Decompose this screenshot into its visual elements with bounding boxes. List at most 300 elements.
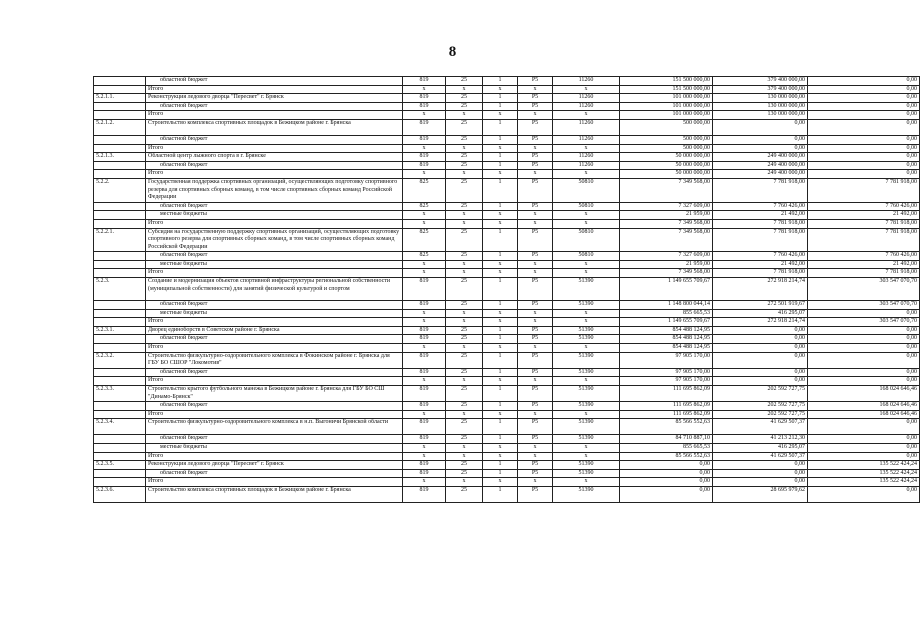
row-amount-year2: 7 781 918,00: [713, 228, 808, 252]
row-name: областной бюджет: [146, 135, 403, 144]
row-amount-year2: 41 213 212,30: [713, 435, 808, 444]
row-expense-type: х: [553, 377, 620, 386]
row-program: х: [518, 85, 553, 94]
row-name: областной бюджет: [146, 435, 403, 444]
row-expense-type: 11260: [553, 135, 620, 144]
row-program: х: [518, 410, 553, 419]
row-amount-year2: 0,00: [713, 461, 808, 470]
row-amount-year3: 303 547 070,70: [808, 278, 920, 301]
row-program: х: [518, 318, 553, 327]
row-pr: х: [483, 111, 518, 120]
row-rz: х: [446, 309, 483, 318]
row-code: [94, 252, 146, 261]
row-program: х: [518, 309, 553, 318]
row-grbs: 819: [403, 94, 446, 103]
row-name: Итого: [146, 219, 403, 228]
table-row: [94, 368, 920, 377]
row-expense-type: 51390: [553, 419, 620, 435]
row-amount-year2: 249 400 000,00: [713, 161, 808, 170]
row-rz: 25: [446, 178, 483, 202]
row-program: Р5: [518, 102, 553, 111]
row-amount-year2: 41 629 507,37: [713, 419, 808, 435]
row-pr: 1: [483, 278, 518, 301]
row-expense-type: х: [553, 344, 620, 353]
row-program: Р5: [518, 77, 553, 86]
table-row: [94, 352, 920, 368]
row-amount-year3: 7 781 918,00: [808, 228, 920, 252]
row-name: Реконструкция ледового дворца "Пересвет" г. Брянск: [146, 94, 403, 103]
row-code: [94, 219, 146, 228]
row-pr: 1: [483, 228, 518, 252]
row-name: Итого: [146, 85, 403, 94]
row-pr: 1: [483, 435, 518, 444]
row-pr: х: [483, 410, 518, 419]
row-amount-year3: 303 547 070,70: [808, 301, 920, 310]
row-amount-year3: 0,00: [808, 111, 920, 120]
row-program: х: [518, 377, 553, 386]
row-amount-year2: 202 592 727,75: [713, 402, 808, 411]
row-program: Р5: [518, 119, 553, 135]
row-expense-type: 51390: [553, 469, 620, 478]
row-amount-year3: 21 492,00: [808, 260, 920, 269]
row-program: х: [518, 269, 553, 278]
row-amount-year3: 0,00: [808, 419, 920, 435]
row-name: Субсидия на государственную поддержку спортивных организаций, осуществляющих подготовку спортивного резерва для спортивных сборных команд, в том числе спортивных сборных команд Российской Федерации: [146, 228, 403, 252]
row-grbs: х: [403, 170, 446, 179]
row-amount-year1: 7 349 568,00: [620, 269, 713, 278]
row-rz: х: [446, 377, 483, 386]
row-name: местные бюджеты: [146, 309, 403, 318]
row-pr: 1: [483, 326, 518, 335]
row-grbs: х: [403, 318, 446, 327]
row-pr: 1: [483, 335, 518, 344]
row-amount-year1: 21 959,00: [620, 211, 713, 220]
row-grbs: 825: [403, 202, 446, 211]
row-grbs: 819: [403, 161, 446, 170]
row-rz: 25: [446, 161, 483, 170]
row-code: [94, 170, 146, 179]
row-name: Итого: [146, 144, 403, 153]
table-row: [94, 202, 920, 211]
row-amount-year3: 0,00: [808, 144, 920, 153]
row-code: [94, 269, 146, 278]
row-rz: 25: [446, 402, 483, 411]
row-name: областной бюджет: [146, 77, 403, 86]
row-grbs: х: [403, 478, 446, 487]
row-program: х: [518, 219, 553, 228]
row-program: Р5: [518, 335, 553, 344]
row-name: Итого: [146, 269, 403, 278]
row-amount-year2: 28 695 979,62: [713, 486, 808, 502]
table-row: [94, 301, 920, 310]
table-row: [94, 77, 920, 86]
row-expense-type: х: [553, 478, 620, 487]
table-row: [94, 309, 920, 318]
row-amount-year1: 854 488 124,95: [620, 326, 713, 335]
row-amount-year3: 0,00: [808, 368, 920, 377]
budget-table-body: [94, 77, 920, 503]
row-amount-year2: 0,00: [713, 335, 808, 344]
row-program: Р5: [518, 435, 553, 444]
row-code: [94, 469, 146, 478]
table-row: [94, 252, 920, 261]
row-code: [94, 161, 146, 170]
row-expense-type: 11260: [553, 119, 620, 135]
row-code: [94, 335, 146, 344]
row-rz: 25: [446, 461, 483, 470]
table-row: [94, 144, 920, 153]
row-amount-year1: 7 327 609,00: [620, 252, 713, 261]
row-amount-year1: 101 000 000,00: [620, 94, 713, 103]
row-name: Итого: [146, 377, 403, 386]
row-rz: 25: [446, 486, 483, 502]
row-amount-year1: 97 905 170,00: [620, 352, 713, 368]
row-pr: 1: [483, 178, 518, 202]
row-expense-type: 11260: [553, 102, 620, 111]
row-amount-year2: 0,00: [713, 368, 808, 377]
row-amount-year2: 379 400 000,00: [713, 85, 808, 94]
row-pr: х: [483, 478, 518, 487]
row-amount-year1: 101 000 000,00: [620, 111, 713, 120]
row-amount-year2: 130 000 000,00: [713, 102, 808, 111]
row-name: Строительство комплекса спортивных площадок в Бежицком районе г. Брянска: [146, 119, 403, 135]
row-code: [94, 301, 146, 310]
row-grbs: 819: [403, 386, 446, 402]
row-program: Р5: [518, 135, 553, 144]
row-pr: х: [483, 260, 518, 269]
row-grbs: х: [403, 144, 446, 153]
row-amount-year1: 0,00: [620, 469, 713, 478]
row-expense-type: 51390: [553, 435, 620, 444]
row-rz: х: [446, 211, 483, 220]
row-rz: х: [446, 219, 483, 228]
row-amount-year1: 0,00: [620, 486, 713, 502]
row-rz: 25: [446, 368, 483, 377]
row-amount-year2: 7 781 918,00: [713, 178, 808, 202]
row-rz: х: [446, 478, 483, 487]
row-amount-year2: 7 781 918,00: [713, 219, 808, 228]
row-program: Р5: [518, 153, 553, 162]
table-row: [94, 435, 920, 444]
row-amount-year2: 130 000 000,00: [713, 111, 808, 120]
row-expense-type: х: [553, 144, 620, 153]
row-amount-year1: 1 149 655 709,67: [620, 278, 713, 301]
row-code: 5.2.3.5.: [94, 461, 146, 470]
row-grbs: 825: [403, 252, 446, 261]
row-program: х: [518, 211, 553, 220]
row-expense-type: 50810: [553, 202, 620, 211]
row-grbs: 825: [403, 178, 446, 202]
row-amount-year1: 0,00: [620, 478, 713, 487]
row-amount-year1: 7 349 568,00: [620, 228, 713, 252]
row-program: х: [518, 344, 553, 353]
row-code: 5.2.3.1.: [94, 326, 146, 335]
row-pr: 1: [483, 386, 518, 402]
row-amount-year1: 500 000,00: [620, 144, 713, 153]
row-name: областной бюджет: [146, 202, 403, 211]
row-rz: 25: [446, 202, 483, 211]
row-grbs: х: [403, 260, 446, 269]
table-row: [94, 94, 920, 103]
row-pr: 1: [483, 368, 518, 377]
table-row: [94, 478, 920, 487]
row-expense-type: 51390: [553, 461, 620, 470]
row-program: Р5: [518, 94, 553, 103]
table-row: [94, 135, 920, 144]
row-amount-year1: 854 488 124,95: [620, 344, 713, 353]
row-grbs: 819: [403, 77, 446, 86]
row-amount-year1: 151 500 000,00: [620, 77, 713, 86]
row-pr: 1: [483, 77, 518, 86]
row-program: Р5: [518, 278, 553, 301]
row-code: [94, 443, 146, 452]
row-name: Итого: [146, 344, 403, 353]
row-amount-year1: 50 000 000,00: [620, 153, 713, 162]
row-name: Областной центр лыжного спорта в г. Брянске: [146, 153, 403, 162]
row-amount-year2: 0,00: [713, 144, 808, 153]
row-amount-year1: 111 695 862,09: [620, 402, 713, 411]
row-pr: 1: [483, 202, 518, 211]
row-name: областной бюджет: [146, 102, 403, 111]
row-rz: х: [446, 144, 483, 153]
row-rz: х: [446, 443, 483, 452]
row-code: [94, 135, 146, 144]
row-pr: х: [483, 344, 518, 353]
table-row: [94, 402, 920, 411]
table-row: [94, 443, 920, 452]
row-pr: 1: [483, 153, 518, 162]
row-name: областной бюджет: [146, 335, 403, 344]
row-rz: 25: [446, 278, 483, 301]
row-pr: 1: [483, 486, 518, 502]
table-row: [94, 269, 920, 278]
row-grbs: х: [403, 111, 446, 120]
row-expense-type: 51390: [553, 402, 620, 411]
row-pr: х: [483, 318, 518, 327]
row-pr: х: [483, 85, 518, 94]
row-rz: 25: [446, 326, 483, 335]
table-row: [94, 278, 920, 301]
row-amount-year1: 111 695 862,09: [620, 410, 713, 419]
row-amount-year3: 0,00: [808, 161, 920, 170]
row-pr: х: [483, 144, 518, 153]
row-rz: 25: [446, 228, 483, 252]
row-amount-year3: 168 024 646,46: [808, 402, 920, 411]
table-row: [94, 211, 920, 220]
row-amount-year3: 7 781 918,00: [808, 269, 920, 278]
row-amount-year2: 416 295,07: [713, 443, 808, 452]
table-row: [94, 469, 920, 478]
table-row: [94, 386, 920, 402]
row-rz: 25: [446, 301, 483, 310]
row-name: местные бюджеты: [146, 443, 403, 452]
row-amount-year3: 7 781 918,00: [808, 219, 920, 228]
row-amount-year3: 0,00: [808, 435, 920, 444]
table-row: [94, 260, 920, 269]
row-pr: 1: [483, 419, 518, 435]
row-amount-year1: 7 327 609,00: [620, 202, 713, 211]
row-program: Р5: [518, 368, 553, 377]
row-rz: х: [446, 85, 483, 94]
row-expense-type: х: [553, 170, 620, 179]
row-program: Р5: [518, 402, 553, 411]
row-pr: х: [483, 309, 518, 318]
row-amount-year2: 0,00: [713, 119, 808, 135]
row-amount-year2: 272 501 919,67: [713, 301, 808, 310]
row-amount-year1: 97 905 170,00: [620, 377, 713, 386]
row-program: х: [518, 443, 553, 452]
row-code: [94, 202, 146, 211]
row-name: Реконструкция ледового дворца "Пересвет" г. Брянск: [146, 461, 403, 470]
row-program: Р5: [518, 461, 553, 470]
row-name: областной бюджет: [146, 368, 403, 377]
row-amount-year3: 0,00: [808, 352, 920, 368]
row-expense-type: 51390: [553, 386, 620, 402]
row-amount-year3: 0,00: [808, 486, 920, 502]
row-name: Итого: [146, 111, 403, 120]
row-grbs: х: [403, 377, 446, 386]
row-expense-type: х: [553, 85, 620, 94]
row-grbs: 825: [403, 228, 446, 252]
row-expense-type: 51390: [553, 326, 620, 335]
row-amount-year1: 500 000,00: [620, 119, 713, 135]
row-code: [94, 260, 146, 269]
row-amount-year2: 0,00: [713, 352, 808, 368]
row-pr: 1: [483, 461, 518, 470]
row-name: Итого: [146, 318, 403, 327]
row-pr: 1: [483, 119, 518, 135]
row-expense-type: 11260: [553, 94, 620, 103]
row-amount-year2: 416 295,07: [713, 309, 808, 318]
row-name: областной бюджет: [146, 301, 403, 310]
row-amount-year1: 1 148 800 044,14: [620, 301, 713, 310]
row-grbs: 819: [403, 119, 446, 135]
table-row: [94, 219, 920, 228]
row-amount-year1: 854 488 124,95: [620, 335, 713, 344]
row-amount-year1: 84 710 887,10: [620, 435, 713, 444]
row-amount-year3: 0,00: [808, 452, 920, 461]
row-program: Р5: [518, 202, 553, 211]
row-program: Р5: [518, 386, 553, 402]
row-amount-year3: 0,00: [808, 309, 920, 318]
row-code: [94, 402, 146, 411]
row-code: 5.2.3.3.: [94, 386, 146, 402]
row-pr: 1: [483, 252, 518, 261]
row-amount-year1: 85 566 552,63: [620, 419, 713, 435]
row-expense-type: х: [553, 452, 620, 461]
row-amount-year2: 130 000 000,00: [713, 94, 808, 103]
row-name: Государственная поддержка спортивных организаций, осуществляющих подготовку спортивного резерва для спортивных сборных команд, в том числе спортивных сборных команд Российской Федерации: [146, 178, 403, 202]
row-amount-year3: 0,00: [808, 153, 920, 162]
row-rz: 25: [446, 386, 483, 402]
row-rz: х: [446, 111, 483, 120]
row-amount-year1: 1 149 655 709,67: [620, 318, 713, 327]
row-rz: х: [446, 318, 483, 327]
row-code: 5.2.3.6.: [94, 486, 146, 502]
row-expense-type: 50810: [553, 252, 620, 261]
row-name: Итого: [146, 452, 403, 461]
row-program: Р5: [518, 228, 553, 252]
row-amount-year3: 135 522 424,24: [808, 469, 920, 478]
row-code: [94, 309, 146, 318]
row-amount-year1: 50 000 000,00: [620, 170, 713, 179]
table-row: [94, 119, 920, 135]
row-grbs: 819: [403, 301, 446, 310]
row-expense-type: х: [553, 260, 620, 269]
row-expense-type: х: [553, 309, 620, 318]
row-name: Итого: [146, 410, 403, 419]
row-program: Р5: [518, 352, 553, 368]
row-amount-year2: 202 592 727,75: [713, 386, 808, 402]
row-grbs: 819: [403, 469, 446, 478]
row-code: 5.2.1.3.: [94, 153, 146, 162]
table-row: [94, 85, 920, 94]
row-program: Р5: [518, 301, 553, 310]
row-rz: 25: [446, 352, 483, 368]
row-name: областной бюджет: [146, 161, 403, 170]
row-grbs: 819: [403, 402, 446, 411]
row-amount-year3: 0,00: [808, 119, 920, 135]
row-code: 5.2.3.4.: [94, 419, 146, 435]
row-program: Р5: [518, 486, 553, 502]
row-amount-year3: 0,00: [808, 335, 920, 344]
row-grbs: х: [403, 443, 446, 452]
row-name: Дворец единоборств в Советском районе г. Брянска: [146, 326, 403, 335]
row-program: х: [518, 111, 553, 120]
row-amount-year1: 50 000 000,00: [620, 161, 713, 170]
row-name: Итого: [146, 478, 403, 487]
row-program: х: [518, 452, 553, 461]
row-rz: 25: [446, 419, 483, 435]
row-program: Р5: [518, 252, 553, 261]
row-rz: 25: [446, 335, 483, 344]
row-amount-year1: 7 349 568,00: [620, 178, 713, 202]
row-program: х: [518, 478, 553, 487]
row-program: х: [518, 170, 553, 179]
row-name: Строительство крытого футбольного манежа в Бежицком районе г. Брянска для ГБУ БО СШ "Динамо-Брянск": [146, 386, 403, 402]
row-rz: 25: [446, 119, 483, 135]
row-amount-year2: 0,00: [713, 478, 808, 487]
table-row: [94, 486, 920, 502]
row-expense-type: 50810: [553, 228, 620, 252]
row-pr: 1: [483, 469, 518, 478]
row-rz: 25: [446, 153, 483, 162]
row-pr: 1: [483, 102, 518, 111]
row-rz: х: [446, 452, 483, 461]
row-amount-year3: 0,00: [808, 102, 920, 111]
row-amount-year2: 379 400 000,00: [713, 77, 808, 86]
row-amount-year2: 0,00: [713, 344, 808, 353]
row-amount-year3: 0,00: [808, 85, 920, 94]
row-code: [94, 144, 146, 153]
row-grbs: х: [403, 211, 446, 220]
row-grbs: 819: [403, 419, 446, 435]
row-amount-year1: 151 500 000,00: [620, 85, 713, 94]
row-name: Строительство комплекса спортивных площадок в Бежицком районе г. Брянска: [146, 486, 403, 502]
row-pr: х: [483, 170, 518, 179]
row-code: 5.2.1.1.: [94, 94, 146, 103]
row-amount-year2: 7 781 918,00: [713, 269, 808, 278]
row-amount-year2: 21 492,00: [713, 211, 808, 220]
row-amount-year1: 21 959,00: [620, 260, 713, 269]
row-code: 5.2.2.: [94, 178, 146, 202]
row-rz: 25: [446, 252, 483, 261]
row-rz: 25: [446, 135, 483, 144]
row-code: [94, 111, 146, 120]
row-amount-year3: 7 760 426,00: [808, 202, 920, 211]
row-program: Р5: [518, 161, 553, 170]
row-grbs: 819: [403, 135, 446, 144]
